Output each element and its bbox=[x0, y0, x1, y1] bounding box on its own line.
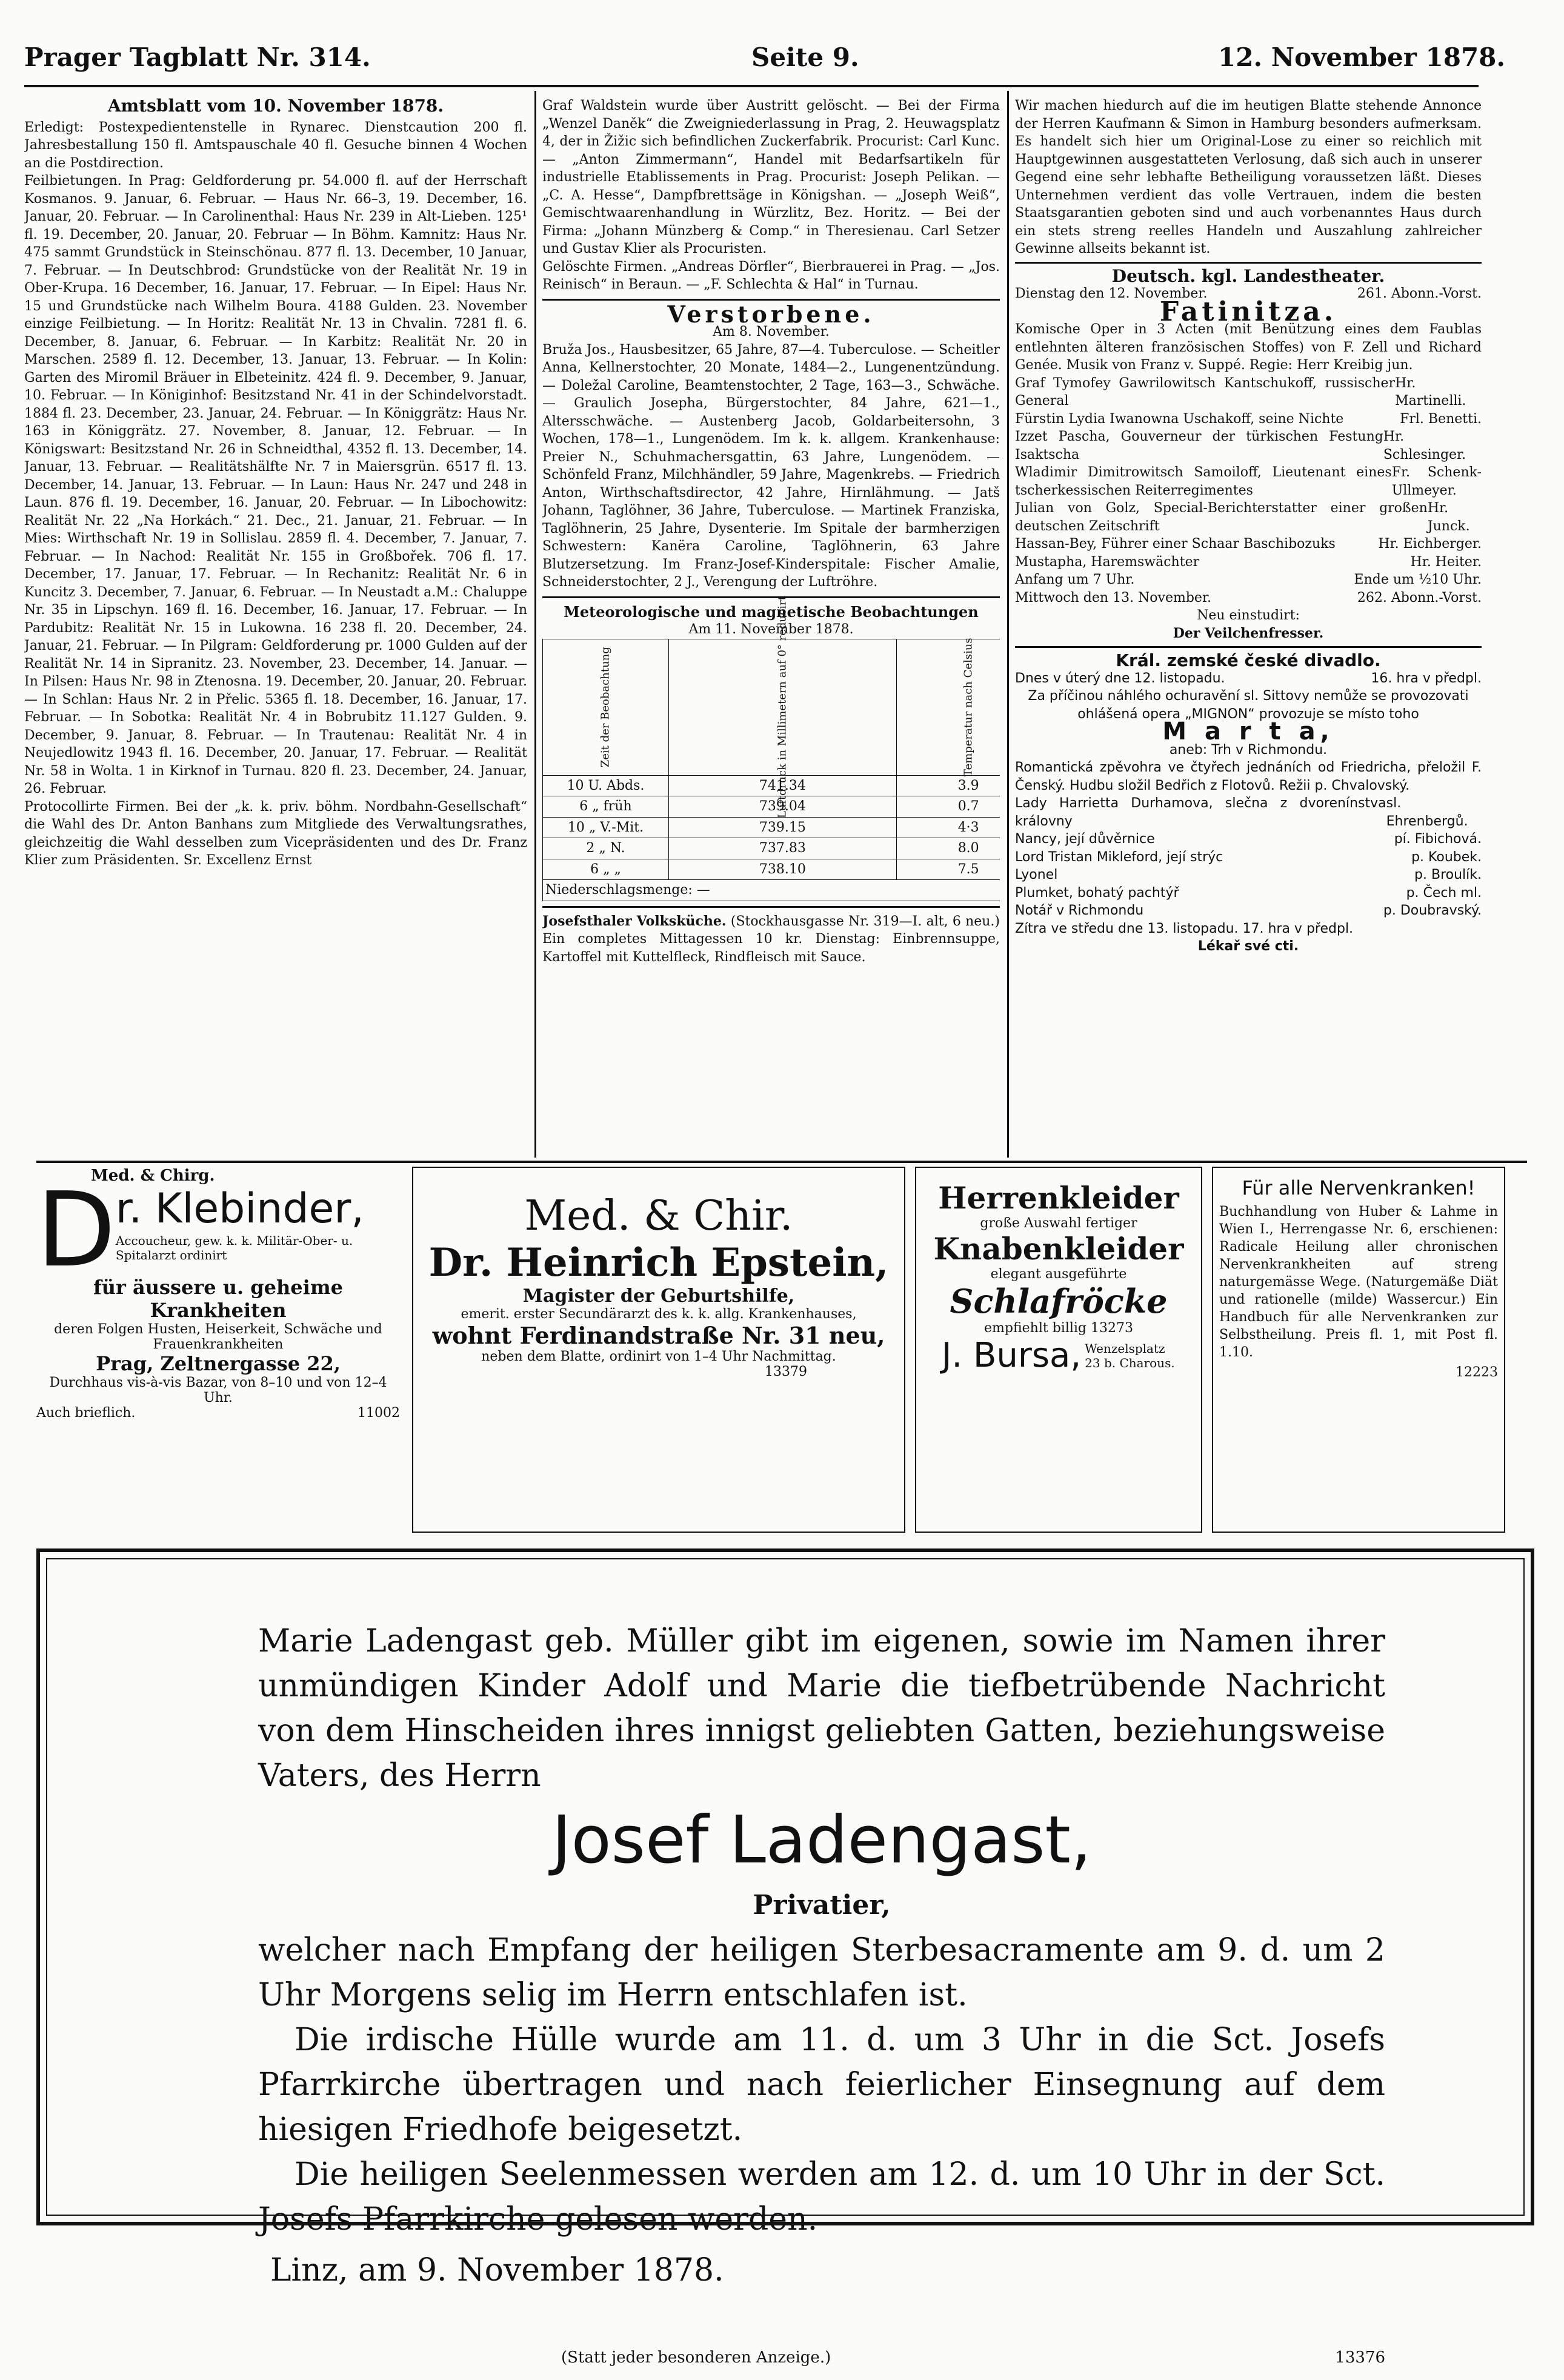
cast-row: Hassan-Bey, Führer einer Schaar Baschibozuks Hr. Eichberger. bbox=[1015, 536, 1482, 552]
ad-label: Med. & Chirg. bbox=[91, 1167, 215, 1185]
ad-klebinder bbox=[36, 1167, 400, 1530]
ad-line: für äussere u. geheime Krankheiten bbox=[93, 1276, 344, 1322]
theater-date: Dienstag den 12. November. bbox=[1015, 286, 1208, 301]
ad-line: elegant ausgeführte bbox=[990, 1267, 1127, 1282]
death-intro: Marie Ladengast geb. Müller gibt im eigenen, sowie im Namen ihrer unmündigen Kinder Adolf und Marie die tiefbetrübende Nachricht von dem Hinscheiden ihres innigst geliebten Gatten, beziehungsweise Vaters, des Herrn bbox=[258, 1623, 1385, 1794]
cast-row: Fürstin Lydia Iwanowna Uschakoff, seine Nichte Frl. Benetti. bbox=[1015, 411, 1482, 427]
ad-doctor-name: Dr. Heinrich Epstein, bbox=[428, 1240, 889, 1285]
kitchen-title: Josefsthaler Volksküche. bbox=[542, 913, 727, 929]
page-number: Seite 9. bbox=[751, 42, 859, 72]
ad-initial: D bbox=[36, 1170, 116, 1290]
czech-subtitle: aneb: Trh v Richmondu. bbox=[1169, 742, 1328, 758]
ad-doctor-name: r. Klebinder, bbox=[115, 1185, 364, 1233]
next-perf: 262. Abonn.-Vorst. bbox=[1357, 590, 1482, 605]
met-header: Luftdruck in Millimetern auf 0° reducirt bbox=[668, 639, 896, 775]
firm-registrations: Graf Waldstein wurde über Austritt gelöscht. — Bei der Firma „Wenzel Daněk“ die Zweigniederlassung in Prag, 2. Heuwagsplatz 4, der in Žižic sich befindlichen Zuckerfabrik. Procurist: Carl Kunc. — „Anton Zimmermann“, Handel mit Bedarfsartikeln für industrielle Etablissements in Prag. Procurist: Joseph Pelikan. — „C. A. Hesse“, Dampfbrettsäge in Königshan. — „Joseph Weiß“, Gemischtwaarenhandlung in Würzlitz, Bez. Horitz. — Bei der Firma: „Johann Münzberg & Comp.“ in Theresienau. Carl Setzer und Gustav Klier als Procuristen. bbox=[542, 98, 1000, 256]
death-notice-text bbox=[258, 1619, 1385, 2380]
death-note: (Statt jeder besonderen Anzeige.) bbox=[561, 2348, 831, 2367]
deaths-date: Am 8. November. bbox=[713, 324, 830, 339]
ad-note: Auch brieflich. bbox=[36, 1405, 136, 1421]
play-description: Komische Oper in 3 Acten (mit Benützung eines dem Faublas entlehnten älteren französischen Stoffes) von F. Zell und Richard Genée. Musik von Franz v. Suppé. Regie: Herr Kreibig jun. bbox=[1015, 322, 1482, 373]
ad-bursa bbox=[915, 1167, 1202, 1533]
section-rule bbox=[1015, 262, 1482, 264]
death-paragraph: Die heiligen Seelenmessen werden am 12. d. um 10 Uhr in der Sct. Josefs Pfarrkirche gelesen werden. bbox=[258, 2156, 1385, 2238]
gazette-title: Amtsblatt vom 10. November 1878. bbox=[107, 97, 444, 116]
end-time: Ende um ½10 Uhr. bbox=[1354, 572, 1482, 587]
ad-title: Med. & Chir. bbox=[524, 1192, 793, 1240]
ad-number: 11002 bbox=[358, 1405, 400, 1421]
czech-perf: 16. hra v předpl. bbox=[1371, 670, 1482, 686]
ad-line: emerit. erster Secundärarzt des k. k. allg. Krankenhauses, bbox=[461, 1307, 857, 1322]
ad-rule bbox=[36, 1161, 1527, 1163]
czech-description: Romantická zpěvohra ve čtyřech jednáních od Friedricha, přeložil F. Čenský. Hudbu složil Bedřich z Flotovů. Režii p. Chvalovský. bbox=[1015, 760, 1482, 793]
met-header: Temperatur nach Celsius bbox=[896, 639, 1000, 775]
theater-column bbox=[1015, 97, 1482, 1158]
next-note: Neu einstudirt: bbox=[1197, 608, 1300, 623]
ad-address: Wenzelsplatz 23 b. Charous. bbox=[1085, 1341, 1175, 1370]
ad-title: Für alle Nervenkranken! bbox=[1242, 1176, 1476, 1199]
ad-line: empfiehlt billig 13273 bbox=[984, 1321, 1133, 1336]
ad-nerven bbox=[1212, 1167, 1505, 1533]
ad-text: Buchhandlung von Huber & Lahme in Wien I., Herrengasse Nr. 6, erschienen: Radicale Heilung aller chronischen Nervenkrankheiten auf streng naturgemässe Wege. (Naturgemäße Diät und rationelle (milde) Wassercur.) Ein Handbuch für alle Nervenkranken zur Selbstheilung. Preis fl. 1, mit Post fl. 1.10. bbox=[1219, 1204, 1498, 1360]
czech-next: Zítra ve středu dne 13. listopadu. 17. hra v předpl. bbox=[1015, 921, 1354, 936]
ad-line: Accoucheur, gew. k. k. Militär-Ober- u. Spitalarzt ordinirt bbox=[115, 1233, 353, 1262]
ad-epstein bbox=[412, 1167, 905, 1533]
met-date: Am 11. November 1878. bbox=[688, 622, 854, 637]
middle-column bbox=[542, 97, 1000, 1158]
ad-heading: Knabenkleider bbox=[933, 1231, 1184, 1267]
cast-row: Lord Tristan Mikleford, její strýc p. Koubek. bbox=[1015, 849, 1482, 865]
death-paragraph: Die irdische Hülle wurde am 11. d. um 3 Uhr in die Sct. Josefs Pfarrkirche übertragen und nach feierlicher Einsegnung auf dem hiesigen Friedhofe beigesetzt. bbox=[258, 2022, 1385, 2148]
ad-subtitle: Magister der Geburtshilfe, bbox=[522, 1285, 795, 1307]
czech-intro: Za příčinou náhlého ochuravění sl. Sittovy nemůže se provozovati ohlášená opera „MIGNON“ provozuje se místo toho bbox=[1028, 688, 1469, 722]
deaths-list: Bruža Jos., Hausbesitzer, 65 Jahre, 87—4. Tuberculose. — Scheitler Anna, Kellnerstochter, 20 Monate, 1484—2., Lungenentzündung. — Doležal Caroline, Beamtenstochter, 2 Tage, 163—3., Schwäche. — Graulich Josepha, Bürgerstochter, 84 Jahre, 621—1., Altersschwäche. — Austenberg Jacob, Goldarbeitersohn, 3 Wochen, 178—1., Lungenödem. Im k. k. allgem. Krankenhause: Preier N., Schuhmachersgattin, 63 Jahre, Lungenödem. — Schönfeld Franz, Milchhändler, 59 Jahre, Magenkrebs. — Friedrich Anton, Wirthschaftsdirector, 42 Jahre, Hirnlähmung. — Jatš Johann, Taglöhner, 36 Jahre, Tuberculose. — Martinek Franziska, Taglöhnerin, 25 Jahre, Dysenterie. Im Spitale der barmherzigen Schwestern: Kanëra Caroline, Taglöhnerin, 63 Jahre Blutzersetzung. Im Franz-Josef-Kinderspitale: Fischer Amalie, Schneiderstochter, 2 J., Verengung der Luftröhre. bbox=[542, 342, 1000, 590]
deleted-firms: Gelöschte Firmen. „Andreas Dörfler“, Bierbrauerei in Prag. — „Jos. Reinisch“ in Beraun. — „F. Schlechta & Hal“ in Turnau. bbox=[542, 259, 1000, 292]
cast-row: Nancy, její důvěrnice pí. Fibichová. bbox=[1015, 832, 1482, 847]
next-date: Mittwoch den 13. November. bbox=[1015, 590, 1212, 605]
ad-address: Prag, Zeltnergasse 22, bbox=[96, 1352, 341, 1375]
cast-row: Julian von Golz, Special-Berichterstatter einer großen deutschen Zeitschrift Hr. Junck. bbox=[1015, 501, 1470, 534]
masthead: Prager Tagblatt Nr. 314. bbox=[24, 42, 371, 72]
kitchen-text: (Stockhausgasse Nr. 319—I. alt, 6 neu.) Ein completes Mittagessen 10 kr. Dienstag: Einbrennsuppe, Kartoffel mit Kuttelfleck, Rindfleisch mit Sauce. bbox=[542, 913, 1000, 965]
ad-hours: Durchhaus vis-à-vis Bazar, von 8–10 und von 12–4 Uhr. bbox=[49, 1375, 387, 1405]
issue-date: 12. November 1878. bbox=[1218, 42, 1506, 72]
table-row: 2 „ N. 737.83 8.0 bbox=[543, 838, 1000, 859]
start-time: Anfang um 7 Uhr. bbox=[1015, 572, 1135, 587]
play-title: Fatinitza. bbox=[1159, 296, 1337, 327]
section-rule bbox=[542, 906, 1000, 908]
section-rule bbox=[1015, 646, 1482, 648]
ad-heading: Schlafröcke bbox=[950, 1282, 1168, 1321]
cast-row: Notář v Richmondu p. Doubravský. bbox=[1015, 903, 1482, 918]
cast-row: Lyonel p. Broulík. bbox=[1015, 867, 1482, 882]
cast-row: Lady Harrietta Durhamova, slečna z dvorenínstva královny sl. Ehrenbergů. bbox=[1015, 796, 1468, 829]
header-rule bbox=[24, 85, 1479, 87]
lottery-notice: Wir machen hiedurch auf die im heutigen Blatte stehende Annonce der Herren Kaufmann & Simon in Hamburg besonders aufmerksam. Es handelt sich hier um Original-Lose zu einer so reichlich mit Hauptgewinnen ausgestatteten Verlosung, daß sich auch in unserer Gegend eine sehr lebhafte Betheiligung voraussetzen läßt. Dieses Unternehmen verdient das volle Vertrauen, indem die besten Staatsgarantien geboten sind und auch vorbenanntes Haus durch ein stets streng reelles Handeln und Auszahlung zahlreicher Gewinne allseits bekannt ist. bbox=[1015, 98, 1482, 256]
theater-perf: 261. Abonn.-Vorst. bbox=[1357, 286, 1482, 301]
deaths-title: Verstorbene. bbox=[667, 300, 875, 328]
section-rule bbox=[542, 596, 1000, 598]
gazette-paragraph: Feilbietungen. In Prag: Geldforderung pr. 54.000 fl. auf der Herrschaft Kosmanos. 9. Januar, 6. Februar. — Haus Nr. 66–3, 19. December, 16. Januar, 20. Februar. — In Carolinenthal: Haus Nr. 239 in Alt-Lieben. 125¹ fl. 19. December, 20. Januar, 20. Februar — In Böhm. Kamnitz: Haus Nr. 475 sammt Grundstück in Steinschönau. 877 fl. 13. December, 10 Januar, 7. Februar. — In Deutschbrod: Grundstücke von der Realität Nr. 19 in Ober-Krupa. 16 December, 16. Januar, 17. Februar. — In Eipel: Haus Nr. 15 und Grundstücke nach Wilhelm Boura. 4188 Gulden. 23. November einzige Feilbietung. — In Horitz: Realität Nr. 13 in Chvalin. 7281 fl. 6. December, 8. Januar, 6. Februar. — In Karbitz: Realität Nr. 20 in Marschen. 2589 fl. 12. December, 13. Januar, 13. Februar. — In Kolin: Garten des Miromil Bräuer in Elbeteinitz. 424 fl. 9. December, 9. Januar, 10. Februar. — In Königinhof: Besitzstand Nr. 41 in der Schindelvorstadt. 1884 fl. 23. December, 23. Januar, 24. Februar. — In Königgrätz: Haus Nr. 163 in Königgrätz. 27. November, 8. Januar, 12. Februar. — In Königswart: Besitzstand Nr. 26 in Schneidthal, 4352 fl. 13. December, 14. Januar, 13. Februar. — Realitätshälfte Nr. 7 in Maiersgrün. 6517 fl. 13. December, 14. Januar, 13. Februar. — In Laun: Haus Nr. 247 und 248 in Laun. 876 fl. 19. December, 16. Januar, 20. Februar. — In Libochowitz: Realität Nr. 22 „Na Horkách.“ 21. Dec., 21. Januar, 21. Februar. — In Mies: Wirthschaft Nr. 19 in Sollislau. 2859 fl. 4. December, 7. Januar, 7. Februar. — In Nachod: Realität Nr. 155 in Großbořek. 706 fl. 17. December, 17. Januar, 17. Februar. — In Rechanitz: Realität Nr. 6 in Kuncitz 3. December, 7. Januar, 6. Februar. — In Neustadt a.M.: Chaluppe Nr. 35 in Lipschyn. 169 fl. 16. December, 16. Januar, 17. Februar. — In Pardubitz: Realität Nr. 15 in Lukowna. 16 238 fl. 20. December, 24. Januar, 21. Februar. — In Pilgram: Geldforderung pr. 1000 Gulden auf der Realität Nr. 14 in Sipranitz. 23. November, 23. December, 14. Januar. — In Pilsen: Haus Nr. 98 in Ztenosna. 19. December, 20. Januar, 20. Februar. — In Schlan: Haus Nr. 2 in Přelic. 5365 fl. 18. December, 16. Januar, 17. Februar. — In Sobotka: Realität Nr. 4 in Bobrubitz 11.127 Gulden. 9. December, 9. Januar, 8. Februar. — In Trautenau: Realität Nr. 4 in Neujedlowitz 1943 fl. 16. December, 20. Januar, 17. Februar. — Realität Nr. 58 in Wolta. 1 in Kirknof in Turnau. 820 fl. 23. December, 24. Januar, 26. Februar. bbox=[24, 173, 527, 796]
ad-address: wohnt Ferdinandstraße Nr. 31 neu, bbox=[432, 1322, 885, 1349]
met-title: Meteorologische und magnetische Beobachtungen bbox=[564, 602, 979, 621]
deceased-title: Privatier, bbox=[753, 1890, 891, 1921]
cast-row: Plumket, bohatý pachtýř p. Čech ml. bbox=[1015, 885, 1482, 901]
table-row: 10 U. Abds. 741.34 3.9 bbox=[543, 775, 1000, 796]
deceased-name: Josef Ladengast, bbox=[551, 1802, 1092, 1878]
czech-next-title: Lékař své cti. bbox=[1197, 939, 1299, 954]
ad-line: große Auswahl fertiger bbox=[980, 1216, 1137, 1231]
ad-line: neben dem Blatte, ordinirt von 1–4 Uhr Nachmittag. bbox=[481, 1349, 836, 1364]
met-footer: Niederschlagsmenge: — bbox=[543, 880, 1000, 901]
ad-line: deren Folgen Husten, Heiserkeit, Schwäche und Frauenkrankheiten bbox=[54, 1322, 382, 1352]
cast-row: Izzet Pascha, Gouverneur der türkischen Festung Isaktscha Hr. Schlesinger. bbox=[1015, 429, 1466, 462]
cast-row: Mustapha, Haremswächter Hr. Heiter. bbox=[1015, 554, 1482, 570]
czech-theater-title: Král. zemské české divadlo. bbox=[1116, 650, 1381, 670]
theater-title: Deutsch. kgl. Landestheater. bbox=[1111, 265, 1385, 286]
death-number: 13376 bbox=[1335, 2348, 1385, 2367]
gazette-paragraph: Erledigt: Postexpedientenstelle in Rynarec. Dienstcaution 200 fl. Jahresbestallung 150 fl. Amtspauschale 40 fl. Gesuche binnen 4 Wochen an die Postdirection. bbox=[24, 119, 527, 171]
official-gazette-column bbox=[24, 97, 527, 1158]
ad-number: 13379 bbox=[765, 1364, 807, 1379]
column-divider bbox=[1007, 91, 1009, 1158]
table-row: 10 „ V.-Mit. 739.15 4·3 bbox=[543, 817, 1000, 838]
death-notice bbox=[36, 1548, 1534, 2367]
ad-number: 12223 bbox=[1456, 1365, 1498, 1380]
czech-play: M a r t a, bbox=[1162, 718, 1334, 745]
death-place-date: Linz, am 9. November 1878. bbox=[270, 2252, 724, 2288]
cast-row: Graf Tymofey Gawrilowitsch Kantschukoff, russischer General Hr. Martinelli. bbox=[1015, 375, 1466, 408]
ad-heading: Herrenkleider bbox=[938, 1180, 1179, 1216]
ad-merchant-name: J. Bursa, bbox=[941, 1336, 1082, 1375]
met-header: Zeit der Beobachtung bbox=[543, 639, 669, 775]
table-row: 6 „ „ 738.10 7.5 bbox=[543, 859, 1000, 880]
column-divider bbox=[534, 91, 536, 1158]
table-row: 6 „ früh 739.04 0.7 bbox=[543, 796, 1000, 818]
cast-row: Wladimir Dimitrowitsch Samoiloff, Lieutenant eines tscherkessischen Reiterregimentes Fr. Schenk-Ullmeyer. bbox=[1015, 465, 1482, 498]
next-title: Der Veilchenfresser. bbox=[1173, 625, 1324, 641]
gazette-paragraph: Protocollirte Firmen. Bei der „k. k. priv. böhm. Nordbahn-Gesellschaft“ die Wahl des Dr. Anton Banhans zum Mitgliede des Verwaltungsrathes, gleichzeitig die Wahl desselben zum Vicepräsidenten und des Dr. Franz Klier zum Präsidenten. Sr. Excellenz Ernst bbox=[24, 799, 527, 868]
czech-date: Dnes v úterý dne 12. listopadu. bbox=[1015, 670, 1225, 686]
death-paragraph: welcher nach Empfang der heiligen Sterbesacramente am 9. d. um 2 Uhr Morgens selig im Herrn entschlafen ist. bbox=[258, 1932, 1385, 2013]
